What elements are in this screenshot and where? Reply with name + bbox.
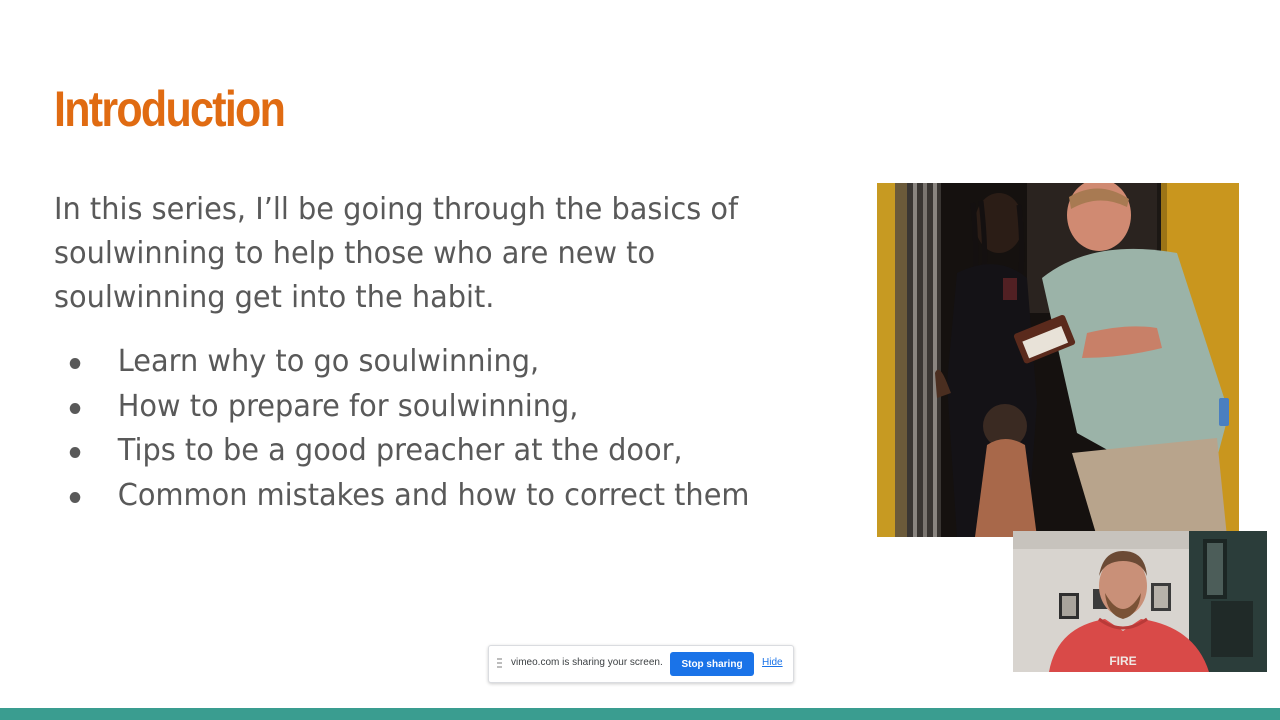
bullet-icon bbox=[70, 447, 81, 458]
webcam-shirt-text: FIRE bbox=[1109, 654, 1137, 668]
list-item: Common mistakes and how to correct them bbox=[64, 474, 749, 519]
bullet-icon bbox=[70, 358, 81, 369]
list-item: Learn why to go soulwinning, bbox=[64, 340, 749, 385]
screen-share-bar bbox=[488, 645, 794, 683]
drag-handle-icon[interactable] bbox=[497, 658, 502, 670]
share-message: vimeo.com is sharing your screen. bbox=[511, 657, 663, 668]
accent-bar bbox=[0, 708, 1280, 720]
bullet-icon bbox=[70, 403, 81, 414]
intro-paragraph: In this series, I’ll be going through the basics of soulwinning to help those who are new to soulwinning get into the habit. bbox=[54, 192, 739, 315]
hide-link[interactable]: Hide bbox=[762, 657, 783, 668]
stop-sharing-button[interactable]: Stop sharing bbox=[670, 652, 754, 676]
webcam-feed bbox=[1013, 531, 1267, 672]
bullet-icon bbox=[70, 492, 81, 503]
slide-title: Introduction bbox=[54, 81, 285, 137]
doorway-photo bbox=[877, 183, 1239, 537]
list-item: Tips to be a good preacher at the door, bbox=[64, 429, 749, 474]
topic-list bbox=[64, 340, 749, 518]
list-item: How to prepare for soulwinning, bbox=[64, 385, 749, 430]
